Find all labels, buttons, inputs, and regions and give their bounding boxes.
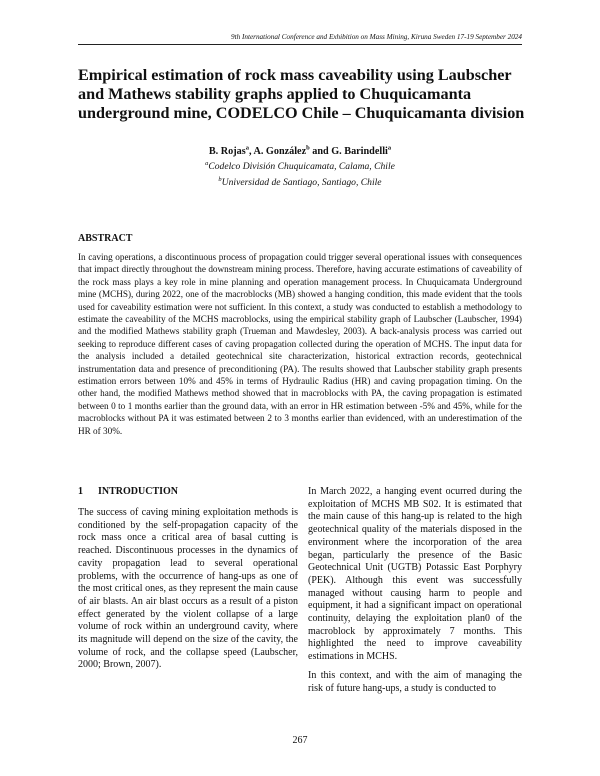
page-number: 267 xyxy=(292,735,308,746)
author-affiliation-mark: b xyxy=(306,144,310,152)
section-number: 1 xyxy=(78,486,83,497)
author-name: B. Rojas xyxy=(208,146,246,157)
affiliation-text: Universidad de Santiago, Santiago, Chile xyxy=(221,177,382,188)
affiliation-mark: a xyxy=(205,159,209,167)
author-affiliation-mark: a xyxy=(245,144,249,152)
left-column xyxy=(78,486,298,672)
affiliation-mark: b xyxy=(218,175,222,183)
author-separator: , xyxy=(248,146,254,157)
body-paragraph: In this context, and with the aim of managing the risk of future hang-ups, a study is conducted to xyxy=(308,669,522,694)
affiliation-text: Codelco División Chuquicamata, Calama, Chile xyxy=(208,161,395,172)
section-heading xyxy=(78,486,298,497)
author-list xyxy=(78,146,522,157)
paper-title: Empirical estimation of rock mass caveability using Laubscher and Mathews stability graphs applied to Chuquicamanta underground mine, CODELCO Chile – Chuquicamanta division xyxy=(78,66,525,122)
body-paragraph: The success of caving mining exploitation methods is conditioned by the self-propagation capacity of the rock mass once a critical area of basal cutting is reached. Discontinuous processes in the dynamics of cavity propagation lead to several operational problems, with the occurrence of hang-ups as one of the most critical ones, as they represent the main cause of air blasts. An air blast occurs as a result of a piston effect generated by the violent collapse of a large volume of rock within an underground cavity, where its magnitude will depend on the size of the cavity, the volume of rock, and the collapse speed (Laubscher, 2000; Brown, 2007). xyxy=(78,507,298,671)
author-affiliation-mark: a xyxy=(387,144,392,152)
author-name: A. González xyxy=(253,146,307,157)
abstract-heading: ABSTRACT xyxy=(78,233,133,244)
affiliation xyxy=(78,177,522,188)
body-paragraph: In March 2022, a hanging event ocurred during the exploitation of MCHS MB S02. It is estimated that the main cause of this hang-up is related to the high geotechnical quality of the materials disposed in the environment where the incorporation of the area began, particularly the presence of the Basic Geotechnical Unit (UGTB) Potassic East Porphyry (PEK). Although this event was successfully managed without causing harm to people and equipment, it had a significant impact on operational continuity, delaying the exploitation plan0 of the macroblock by approximately 7 months. This highlighted the need to improve caveability estimations in MCHS. xyxy=(308,486,522,663)
author-separator: and xyxy=(309,146,332,157)
author-name: G. Barindelli xyxy=(331,146,388,157)
right-column xyxy=(308,486,522,695)
abstract-text: In caving operations, a discontinuous process of propagation could trigger several operational issues with consequences that impact directly throughout the downstream mining process. Therefore, having accurate estimations of caveability of the rock mass plays a key role in mine planning and operation management process. In Chuquicamata Underground mine (MCHS), during 2022, one of the macroblocks (MB) showed a hanging condition, this made evident that the tools used for caveability estimation were not sufficient. In this context, a study was conducted to establish a methodology to estimate the caveability of the MCHS macroblocks, using the empirical stability graph of Laubscher (Laubscher, 1994) and the modified Mathews stability graph (Trueman and Mawdesley, 2003). A back-analysis process was carried out seeking to reproduce different cases of caving propagation collected during the operation of MCHS. The input data for the analysis included a detailed geotechnical site characterization, historical extraction records, geotechnical instrumentation data and presence of preconditioning (PA). The results showed that Laubscher stability graph presents estimation errors between 10% and 45% in terms of Hydraulic Radius (HR) and caving propagation timing. On the other hand, the modified Mathews method showed that in macroblocks with PA, the caving propagation is estimated between 0 to 1 months earlier than the ground data, with an error in HR estimation between -5% and 45%, while for the macroblocks without PA it was estimated between 2 to 3 months earlier than evidenced, with an underestimation of the HR of 30%. xyxy=(78,252,522,436)
affiliation xyxy=(78,161,522,172)
running-header: 9th International Conference and Exhibition on Mass Mining, Kiruna Sweden 17-19 September 2024 xyxy=(78,33,522,45)
section-title: INTRODUCTION xyxy=(98,486,179,497)
